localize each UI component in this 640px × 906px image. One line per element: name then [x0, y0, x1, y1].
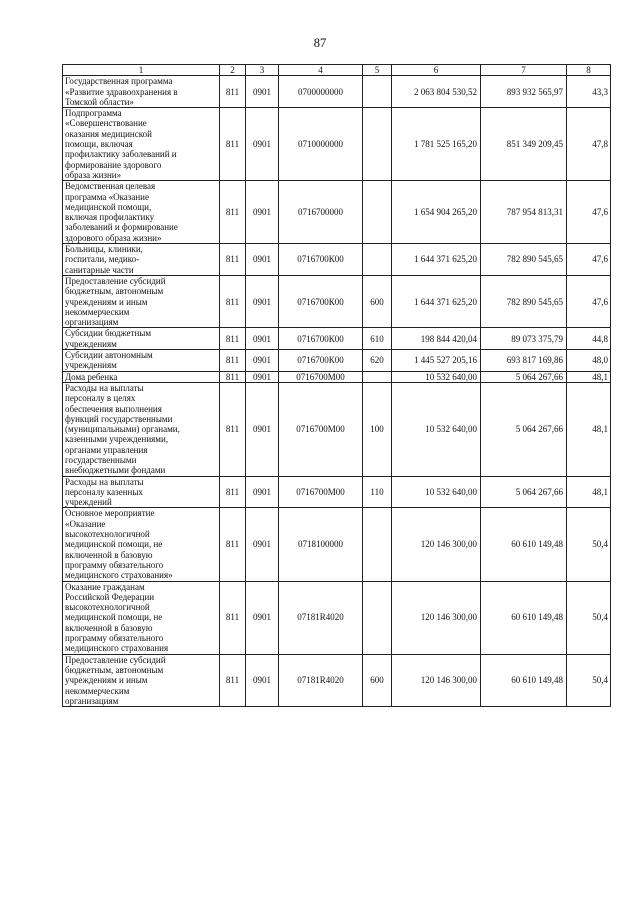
planned-amount-cell: 198 844 420,04 — [392, 328, 481, 350]
row-name-line: Основное мероприятие — [65, 508, 155, 519]
table-header-row — [63, 65, 611, 76]
row-name-line: медицинской помощи, не — [65, 612, 163, 623]
actual-amount-cell: 5 064 267,66 — [481, 476, 567, 508]
header-col-7: 7 — [481, 65, 567, 76]
row-name-line: Больницы, клиники, — [65, 244, 143, 255]
row-name-line: оказания медицинской — [65, 128, 152, 139]
row-name-line: бюджетным, автономным — [65, 664, 164, 675]
row-name-line: Предоставление субсидий — [65, 654, 166, 665]
row-name-line: включенной в базовую — [65, 549, 153, 560]
table-row — [63, 654, 611, 706]
actual-amount-cell: 782 890 545,65 — [481, 244, 567, 276]
grbs-code-cell: 811 — [220, 476, 246, 508]
target-article-cell: 0716700М00 — [279, 382, 363, 476]
row-name-line: образа жизни» — [65, 169, 122, 180]
row-name-line: программу обязательного — [65, 559, 164, 570]
row-name-line: персоналу в целях — [65, 393, 136, 404]
section-code-cell: 0901 — [246, 508, 279, 581]
row-name-line: Российской Федерации — [65, 591, 155, 602]
percent-cell: 50,4 — [567, 508, 611, 581]
header-col-8: 8 — [567, 65, 611, 76]
expense-type-cell: 610 — [363, 328, 392, 350]
row-name-line: высокотехнологичной — [65, 529, 150, 540]
grbs-code-cell: 811 — [220, 328, 246, 350]
row-name-cell — [63, 508, 220, 581]
planned-amount-cell: 10 532 640,00 — [392, 371, 481, 382]
row-name-cell — [63, 350, 220, 372]
target-article-cell: 0710000000 — [279, 108, 363, 181]
row-name-cell — [63, 76, 220, 108]
grbs-code-cell: 811 — [220, 76, 246, 108]
target-article-cell: 0716700К00 — [279, 350, 363, 372]
row-name-line: Предоставление субсидий — [65, 275, 166, 286]
actual-amount-cell: 782 890 545,65 — [481, 275, 567, 327]
row-name-line: помощи, включая — [65, 139, 133, 150]
row-name-cell — [63, 181, 220, 244]
row-name-line: органами управления — [65, 444, 148, 455]
table-row — [63, 371, 611, 382]
row-name-line: внебюджетными фондами — [65, 465, 166, 476]
grbs-code-cell: 811 — [220, 581, 246, 654]
row-name-line: казенными учреждениями, — [65, 434, 169, 445]
target-article-cell: 0716700М00 — [279, 371, 363, 382]
row-name-line: Оказание гражданам — [65, 581, 145, 592]
planned-amount-cell: 2 063 804 530,52 — [392, 76, 481, 108]
row-name-line: Расходы на выплаты — [65, 382, 144, 393]
row-name-cell — [63, 581, 220, 654]
row-name-line: «Развитие здравоохранения в — [65, 86, 178, 97]
percent-cell: 47,8 — [567, 108, 611, 181]
row-name-line: «Оказание — [65, 518, 106, 529]
section-code-cell: 0901 — [246, 382, 279, 476]
row-name-cell — [63, 108, 220, 181]
expense-type-cell: 100 — [363, 382, 392, 476]
row-name-line: персоналу казенных — [65, 486, 143, 497]
percent-cell: 47,6 — [567, 275, 611, 327]
percent-cell: 48,1 — [567, 371, 611, 382]
row-name-line: (муниципальными) органами, — [65, 424, 180, 435]
expense-type-cell: 620 — [363, 350, 392, 372]
table-row — [63, 350, 611, 372]
target-article-cell: 0716700000 — [279, 181, 363, 244]
row-name-line: организациям — [65, 317, 119, 328]
row-name-line: функций государственными — [65, 413, 173, 424]
table-row — [63, 181, 611, 244]
row-name-line: Томской области» — [65, 96, 134, 107]
percent-cell: 50,4 — [567, 581, 611, 654]
target-article-cell: 0716700К00 — [279, 275, 363, 327]
row-name-line: Субсидии автономным — [65, 350, 153, 361]
planned-amount-cell: 1 654 904 265,20 — [392, 181, 481, 244]
grbs-code-cell: 811 — [220, 371, 246, 382]
planned-amount-cell: 1 644 371 625,20 — [392, 244, 481, 276]
actual-amount-cell: 60 610 149,48 — [481, 581, 567, 654]
row-name-line: учреждениям — [65, 338, 117, 349]
percent-cell: 50,4 — [567, 654, 611, 706]
target-article-cell: 07181R4020 — [279, 581, 363, 654]
actual-amount-cell: 60 610 149,48 — [481, 508, 567, 581]
row-name-line: некоммерческим — [65, 306, 130, 317]
expense-type-cell — [363, 108, 392, 181]
row-name-line: Дома ребенка — [65, 371, 118, 382]
grbs-code-cell: 811 — [220, 654, 246, 706]
row-name-line: Субсидии бюджетным — [65, 328, 152, 339]
actual-amount-cell: 787 954 813,31 — [481, 181, 567, 244]
target-article-cell: 0716700К00 — [279, 244, 363, 276]
row-name-line: «Совершенствование — [65, 118, 147, 129]
grbs-code-cell: 811 — [220, 244, 246, 276]
planned-amount-cell: 120 146 300,00 — [392, 508, 481, 581]
percent-cell: 48,1 — [567, 382, 611, 476]
row-name-cell — [63, 476, 220, 508]
target-article-cell: 0716700К00 — [279, 328, 363, 350]
planned-amount-cell: 1 644 371 625,20 — [392, 275, 481, 327]
percent-cell: 48,0 — [567, 350, 611, 372]
row-name-line: учреждениям — [65, 360, 117, 371]
row-name-cell — [63, 328, 220, 350]
row-name-line: включая профилактику — [65, 212, 155, 223]
table-row — [63, 108, 611, 181]
table-row — [63, 275, 611, 327]
row-name-line: включенной в базовую — [65, 622, 153, 633]
row-name-line: Расходы на выплаты — [65, 476, 144, 487]
expense-type-cell — [363, 508, 392, 581]
row-name-cell — [63, 654, 220, 706]
actual-amount-cell: 5 064 267,66 — [481, 382, 567, 476]
section-code-cell: 0901 — [246, 275, 279, 327]
actual-amount-cell: 5 064 267,66 — [481, 371, 567, 382]
section-code-cell: 0901 — [246, 328, 279, 350]
percent-cell: 47,6 — [567, 244, 611, 276]
actual-amount-cell: 893 932 565,97 — [481, 76, 567, 108]
row-name-line: медицинской помощи, не — [65, 539, 163, 550]
expense-type-cell — [363, 371, 392, 382]
header-col-1: 1 — [63, 65, 220, 76]
row-name-line: госпитали, медико- — [65, 254, 140, 265]
section-code-cell: 0901 — [246, 476, 279, 508]
section-code-cell: 0901 — [246, 244, 279, 276]
header-col-6: 6 — [392, 65, 481, 76]
section-code-cell: 0901 — [246, 581, 279, 654]
row-name-line: учреждений — [65, 497, 112, 508]
row-name-line: обеспечения выполнения — [65, 403, 162, 414]
row-name-line: медицинского страхования — [65, 643, 169, 654]
table-row — [63, 581, 611, 654]
planned-amount-cell: 120 146 300,00 — [392, 654, 481, 706]
row-name-line: программу обязательного — [65, 633, 164, 644]
expense-type-cell — [363, 181, 392, 244]
table-row — [63, 244, 611, 276]
planned-amount-cell: 1 445 527 205,16 — [392, 350, 481, 372]
planned-amount-cell: 1 781 525 165,20 — [392, 108, 481, 181]
header-col-3: 3 — [246, 65, 279, 76]
grbs-code-cell: 811 — [220, 382, 246, 476]
header-col-4: 4 — [279, 65, 363, 76]
row-name-line: организациям — [65, 695, 119, 706]
row-name-line: заболеваний и формирование — [65, 222, 178, 233]
planned-amount-cell: 10 532 640,00 — [392, 476, 481, 508]
row-name-cell — [63, 382, 220, 476]
section-code-cell: 0901 — [246, 76, 279, 108]
row-name-line: здорового образа жизни» — [65, 232, 162, 243]
actual-amount-cell: 89 073 375,79 — [481, 328, 567, 350]
target-article-cell: 07181R4020 — [279, 654, 363, 706]
table-row — [63, 76, 611, 108]
row-name-cell — [63, 371, 220, 382]
budget-table — [62, 64, 611, 707]
row-name-line: формирование здорового — [65, 159, 162, 170]
target-article-cell: 0700000000 — [279, 76, 363, 108]
row-name-line: государственными — [65, 454, 137, 465]
expense-type-cell — [363, 76, 392, 108]
row-name-line: профилактику заболеваний и — [65, 149, 177, 160]
section-code-cell: 0901 — [246, 654, 279, 706]
row-name-line: Подпрограмма — [65, 108, 122, 119]
grbs-code-cell: 811 — [220, 350, 246, 372]
table-row — [63, 476, 611, 508]
actual-amount-cell: 851 349 209,45 — [481, 108, 567, 181]
row-name-line: Ведомственная целевая — [65, 181, 156, 192]
row-name-line: санитарные части — [65, 264, 134, 275]
grbs-code-cell: 811 — [220, 181, 246, 244]
percent-cell: 44,8 — [567, 328, 611, 350]
planned-amount-cell: 120 146 300,00 — [392, 581, 481, 654]
grbs-code-cell: 811 — [220, 275, 246, 327]
row-name-line: высокотехнологичной — [65, 602, 150, 613]
section-code-cell: 0901 — [246, 371, 279, 382]
actual-amount-cell: 693 817 169,86 — [481, 350, 567, 372]
expense-type-cell — [363, 581, 392, 654]
table-row — [63, 508, 611, 581]
percent-cell: 48,1 — [567, 476, 611, 508]
row-name-line: медицинского страхования» — [65, 570, 173, 581]
table-row — [63, 382, 611, 476]
row-name-cell — [63, 275, 220, 327]
grbs-code-cell: 811 — [220, 108, 246, 181]
page-number: 87 — [313, 36, 327, 50]
section-code-cell: 0901 — [246, 108, 279, 181]
expense-type-cell — [363, 244, 392, 276]
percent-cell: 47,6 — [567, 181, 611, 244]
expense-type-cell: 600 — [363, 654, 392, 706]
row-name-line: программа «Оказание — [65, 191, 149, 202]
header-col-5: 5 — [363, 65, 392, 76]
row-name-cell — [63, 244, 220, 276]
header-col-2: 2 — [220, 65, 246, 76]
row-name-line: бюджетным, автономным — [65, 286, 164, 297]
expense-type-cell: 600 — [363, 275, 392, 327]
target-article-cell: 0716700М00 — [279, 476, 363, 508]
actual-amount-cell: 60 610 149,48 — [481, 654, 567, 706]
grbs-code-cell: 811 — [220, 508, 246, 581]
row-name-line: учреждениям и иным — [65, 296, 148, 307]
planned-amount-cell: 10 532 640,00 — [392, 382, 481, 476]
section-code-cell: 0901 — [246, 350, 279, 372]
table-body — [63, 76, 611, 707]
target-article-cell: 0718100000 — [279, 508, 363, 581]
row-name-line: Государственная программа — [65, 76, 173, 87]
row-name-line: медицинской помощи, — [65, 201, 152, 212]
row-name-line: некоммерческим — [65, 685, 130, 696]
table-row — [63, 328, 611, 350]
section-code-cell: 0901 — [246, 181, 279, 244]
percent-cell: 43,3 — [567, 76, 611, 108]
row-name-line: учреждениям и иным — [65, 675, 148, 686]
expense-type-cell: 110 — [363, 476, 392, 508]
